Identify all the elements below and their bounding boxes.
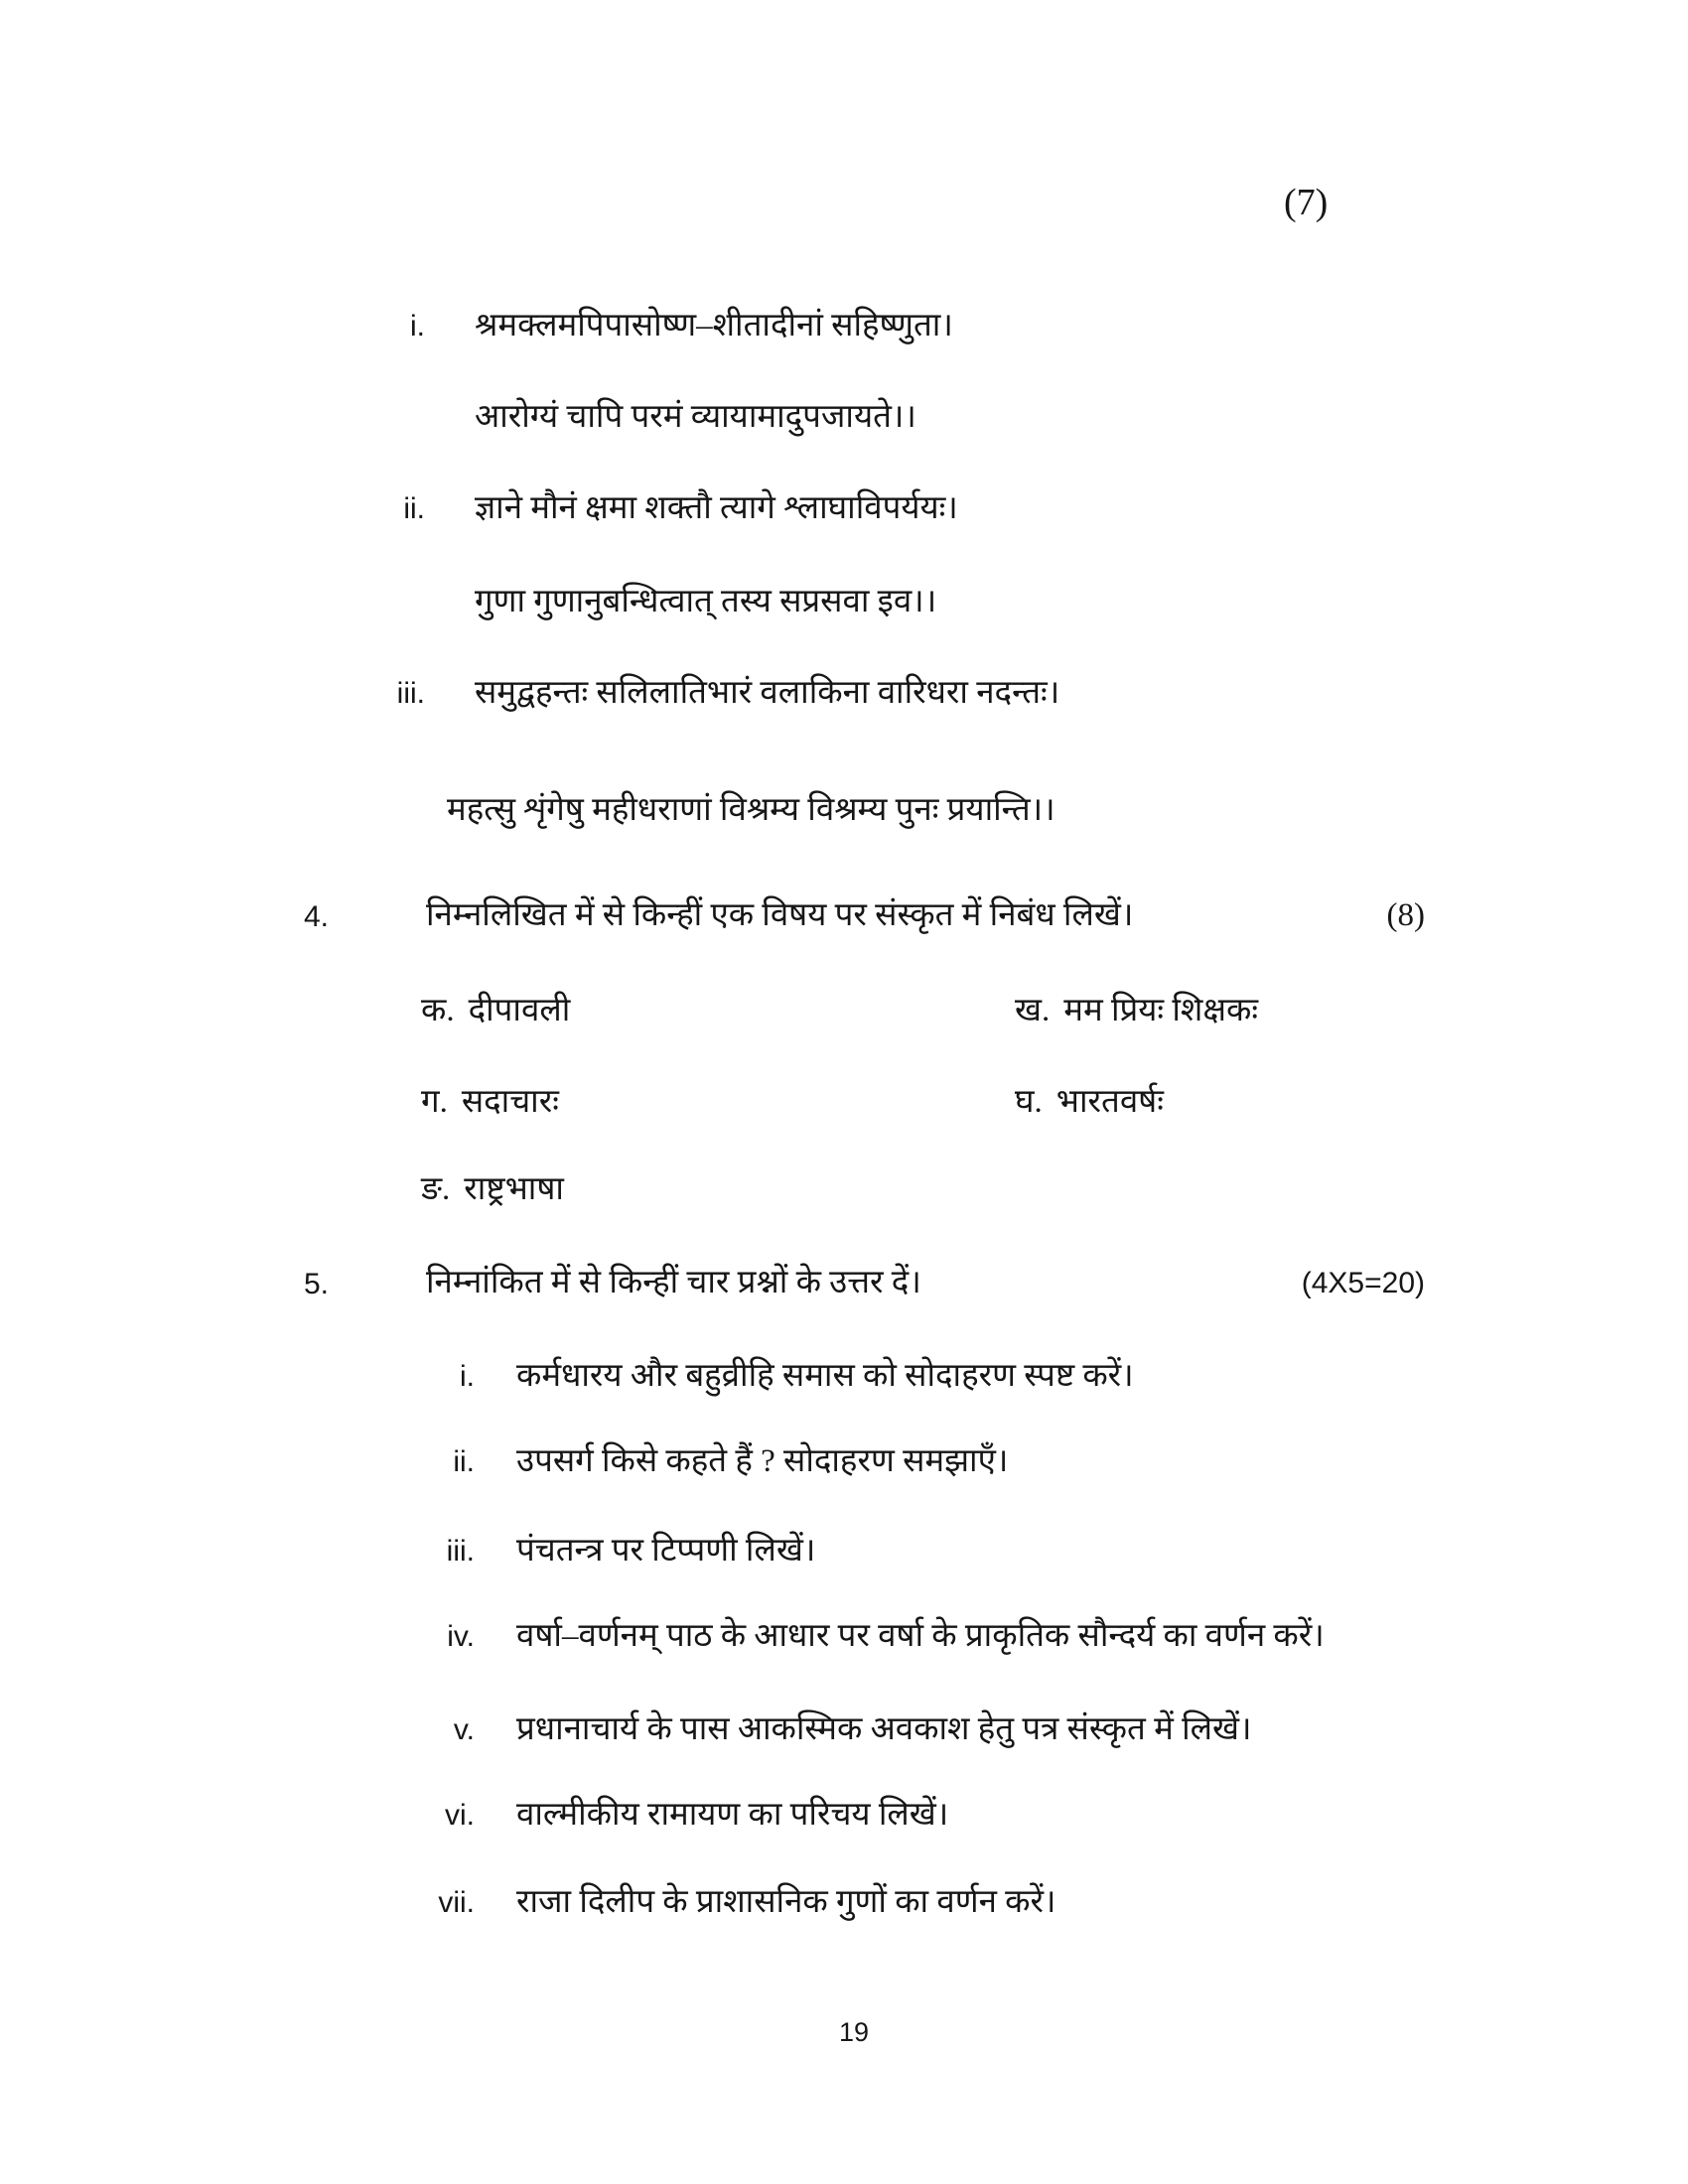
essay-option-ka xyxy=(421,991,570,1031)
verse-number-iii: iii. xyxy=(396,677,425,710)
essay-option-ga xyxy=(421,1082,559,1123)
verse-iii-line1: समुद्वहन्तः सलिलातिभारं वलाकिना वारिधरा नदन्तः। xyxy=(475,675,1060,711)
essay-option-kha xyxy=(1015,991,1258,1031)
verse-i-line2: आरोग्यं चापि परमं व्यायामादुपजायते।। xyxy=(475,399,916,435)
subquestion-text-iv: वर्षा–वर्णनम् पाठ के आधार पर वर्षा के प्राकृतिक सौन्दर्य का वर्णन करें। xyxy=(516,1618,1325,1654)
option-label: घ. xyxy=(1015,1084,1043,1120)
option-text: मम प्रियः शिक्षकः xyxy=(1063,993,1259,1028)
question4-number: 4. xyxy=(304,900,330,933)
question5-number: 5. xyxy=(304,1268,330,1300)
subquestion-text-iii: पंचतन्त्र पर टिप्पणी लिखें। xyxy=(516,1533,816,1569)
page-number-footer: 19 xyxy=(838,2017,870,2047)
verse-ii-line2: गुणा गुणानुबन्धित्वात् तस्य सप्रसवा इव।। xyxy=(475,584,937,619)
verse-number-ii: ii. xyxy=(403,492,425,525)
subquestion-number-iii: iii. xyxy=(446,1535,475,1568)
option-label: ङ. xyxy=(421,1171,451,1207)
option-label: ग. xyxy=(421,1084,448,1120)
subquestion-number-vi: vi. xyxy=(445,1799,475,1832)
option-label: ख. xyxy=(1015,993,1051,1028)
subquestion-number-iv: iv. xyxy=(447,1620,475,1653)
subquestion-text-ii: उपसर्ग किसे कहते हैं ? सोदाहरण समझाएँ। xyxy=(516,1443,1009,1479)
subquestion-number-i: i. xyxy=(460,1360,475,1393)
subquestion-number-ii: ii. xyxy=(453,1445,475,1478)
page-number-header: (7) xyxy=(1284,182,1329,223)
option-text: राष्ट्रभाषा xyxy=(464,1171,564,1207)
option-text: भारतवर्षः xyxy=(1055,1084,1164,1120)
subquestion-text-v: प्रधानाचार्य के पास आकस्मिक अवकाश हेतु पत्र संस्कृत में लिखें। xyxy=(516,1711,1252,1747)
option-label: क. xyxy=(421,993,455,1028)
option-text: दीपावली xyxy=(468,993,571,1028)
subquestion-number-v: v. xyxy=(453,1713,475,1746)
essay-option-nga xyxy=(421,1169,564,1210)
question5-text: निम्नांकित में से किन्हीं चार प्रश्नों के उत्तर दें। xyxy=(426,1265,921,1300)
subquestion-text-vii: राजा दिलीप के प्राशासनिक गुणों का वर्णन करें। xyxy=(516,1884,1056,1920)
question4-marks: (8) xyxy=(1386,897,1425,933)
verse-i-line1: श्रमक्लमपिपासोष्ण–शीतादीनां सहिष्णुता। xyxy=(475,308,953,343)
option-text: सदाचारः xyxy=(461,1084,559,1120)
question4-text: निम्नलिखित में से किन्हीं एक विषय पर संस्कृत में निबंध लिखें। xyxy=(426,897,1134,933)
verse-ii-line1: ज्ञाने मौनं क्षमा शक्तौ त्यागे श्लाघाविपर्ययः। xyxy=(475,490,958,526)
subquestion-number-vii: vii. xyxy=(438,1886,475,1919)
question5-marks: (4X5=20) xyxy=(1301,1267,1425,1299)
verse-iii-line2: महत्सु शृंगेषु महीधराणां विश्रम्य विश्रम्य पुनः प्रयान्ति।। xyxy=(447,792,1055,828)
subquestion-text-i: कर्मधारय और बहुव्रीहि समास को सोदाहरण स्पष्ट करें। xyxy=(516,1358,1134,1394)
subquestion-text-vi: वाल्मीकीय रामायण का परिचय लिखें। xyxy=(516,1797,949,1833)
verse-number-i: i. xyxy=(410,310,425,342)
essay-option-gha xyxy=(1015,1082,1164,1123)
